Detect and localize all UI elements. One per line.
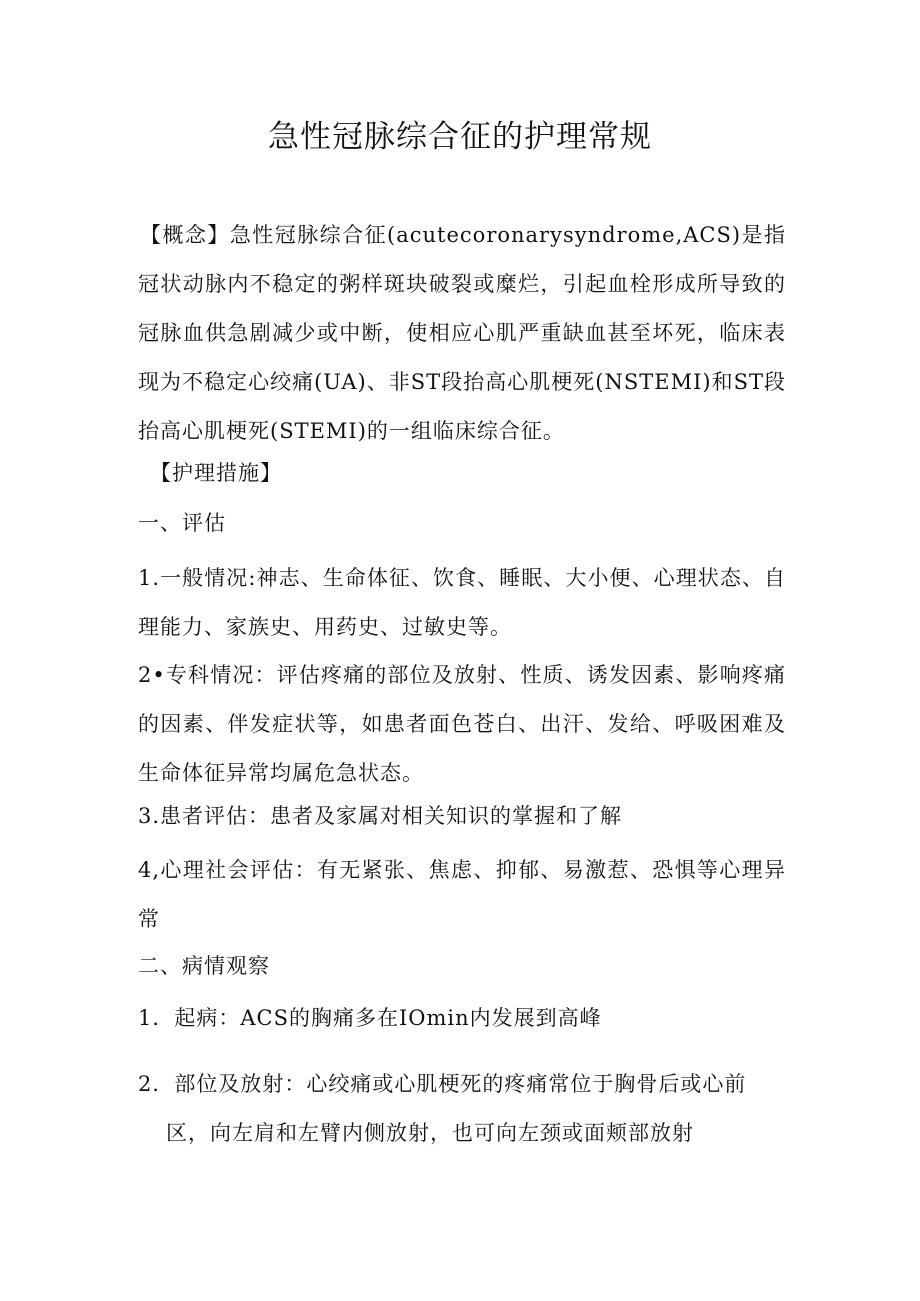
- assessment-item-specialty: 2•专科情况：评估疼痛的部位及放射、性质、诱发因素、影响疼痛的因素、伴发症状等，如患者面色苍白、出汗、发给、呼吸困难及生命体征异常均属危急状态。: [138, 663, 786, 785]
- observation-item-onset: 1．起病：ACS的胸痛多在IOmin内发展到高峰: [138, 1006, 602, 1030]
- concept-paragraph: 【概念】急性冠脉综合征(acutecoronarysyndrome,ACS)是指冠状动脉内不稳定的粥样斑块破裂或糜烂，引起血栓形成所导致的冠脉血供急剧减少或中断，使相应心肌严重缺血甚至坏死，临床表现为不稳定心绞痛(UA)、非ST段抬高心肌梗死(NSTEMI)和ST段抬高心肌梗死(STEMI)的一组临床综合征。: [138, 223, 786, 443]
- assessment-item-psychosocial: 4,心理社会评估：有无紧张、焦虑、抑郁、易激惹、恐惧等心理异常: [138, 858, 786, 931]
- measures-heading: 【护理措施】: [150, 461, 282, 485]
- section-heading-observation: 二、病情观察: [138, 954, 270, 978]
- observation-item-location-line1: 2．部位及放射：心绞痛或心肌梗死的疼痛常位于胸骨后或心前: [138, 1072, 747, 1096]
- section-heading-assessment: 一、评估: [138, 511, 226, 535]
- assessment-item-general: 1.一般情况:神志、生命体征、饮食、睡眠、大小便、心理状态、自理能力、家族史、用药史、过敏史等。: [138, 566, 786, 639]
- page-title: 急性冠脉综合征的护理常规: [268, 119, 652, 155]
- observation-item-location-line2: 区，向左肩和左臂内侧放射，也可向左颈或面颊部放射: [166, 1121, 694, 1145]
- assessment-item-patient: 3.患者评估：患者及家属对相关知识的掌握和了解: [138, 804, 623, 828]
